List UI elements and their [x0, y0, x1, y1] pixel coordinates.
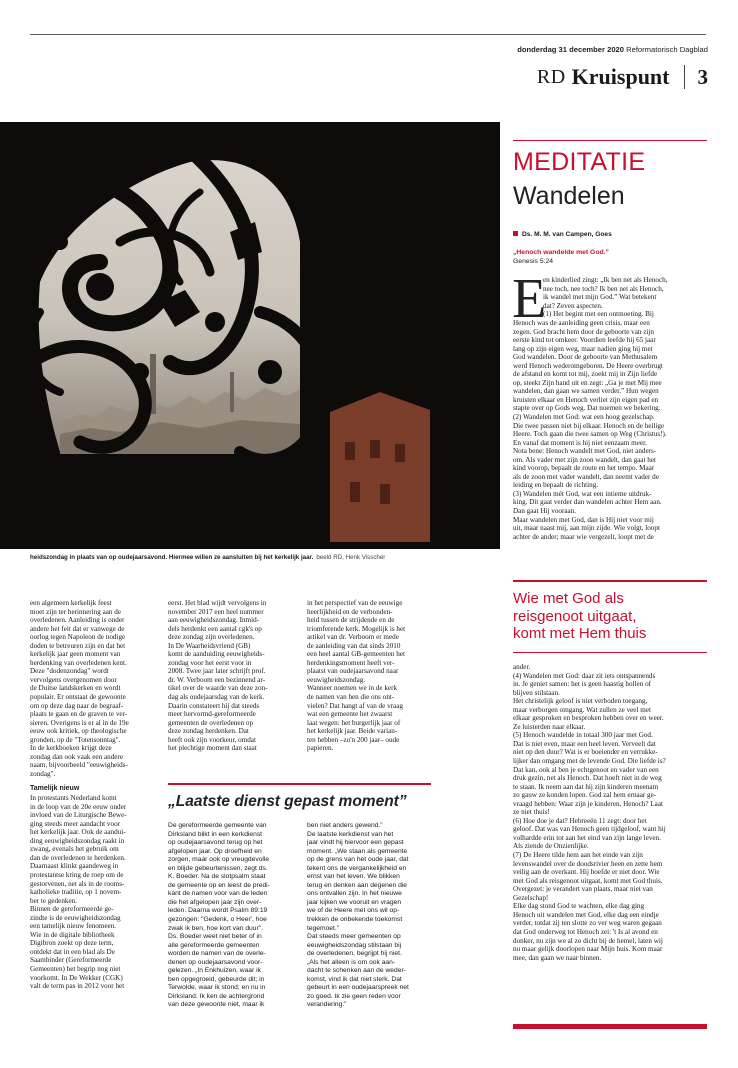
text-line: levenswandel over de doodsrivier heen en zette hem	[513, 859, 663, 868]
meditatie-end-bar	[513, 1024, 707, 1029]
text-line: op, steekt Zijn hand uit en zegt: „Ga je met Mij mee	[513, 378, 662, 387]
text-line: vraagd hebben: Waar zijn je kinderen, Henoch? Laat	[513, 799, 663, 808]
text-line: in de loop van de 20e eeuw onder	[30, 802, 127, 811]
text-line: het kerkelijk jaar. Ook de aandui-	[30, 828, 126, 837]
text-line: ander.	[513, 663, 531, 671]
text-line: kerkelijk jaar geen moment van	[30, 650, 121, 659]
photo-credit: beeld RD, Henk Visscher	[316, 554, 386, 561]
text-line: kant de namen voor van de leden	[168, 890, 268, 898]
text-line: de gemeente op en leest de predi-	[168, 881, 270, 889]
text-line: lijker dan omgang met de levende God. Die liefde is?	[513, 757, 666, 766]
text-line: deze zondag herdenken. Dat	[168, 727, 249, 736]
text-line: Binnen de gereformeerde ge-	[30, 905, 114, 914]
text-line: eerste kind tot omkeer. Voordien leefde hij 65 jaar	[513, 336, 656, 345]
text-line: heeft ook zijn voorkeur, omdat	[168, 735, 256, 744]
text-line: op oudejaarsavond terug op het	[168, 839, 263, 847]
text-line: Maar wandelen met God, dan is Hij niet voor mij	[513, 515, 654, 524]
text-line: een tamelijk nieuw fenomeen.	[30, 922, 117, 931]
text-line: Het christelijk geloof is niet verboden toegang,	[513, 697, 648, 706]
text-line: God wandelen. Door de geboorte van Methusalem	[513, 353, 658, 362]
text-line: gestorvenen, net als in de rooms-	[30, 879, 125, 888]
text-line: stapte over op Gods weg. Dat noemen we bekering.	[513, 404, 661, 413]
text-line: Henoch uit wandelen met God, elke dag een eindje	[513, 910, 659, 919]
text-line: ernst van het leven. We blikken	[307, 873, 400, 881]
text-line: een algemeen kerkelijk feest	[30, 599, 112, 607]
text-line: met God als reisgenoot uitgaat, komt met God thuis.	[513, 876, 663, 885]
meditatie-body	[513, 319, 667, 541]
text-line: katholieke traditie, op 1 novem-	[30, 888, 122, 897]
text-line: plaats te gaan en de graven te ver-	[30, 710, 128, 719]
author-marker	[513, 231, 518, 236]
text-line: ber te gedenken.	[30, 896, 77, 905]
text-line: In protestants Nederland komt	[30, 794, 117, 803]
text-line: nee toch, nee toch? Ik ben net als Henoch,	[543, 284, 664, 293]
text-line: de Duitse landskerken en wordt	[30, 684, 121, 693]
meditatie-rule	[513, 140, 707, 141]
text-line: dan de overledenen te herdenken.	[30, 853, 126, 862]
text-line: in het perspectief van de eeuwige	[307, 599, 403, 607]
text-line: leden. Daarna wordt Psalm 89:19	[168, 907, 268, 915]
caption-text: heidszondag in plaats van op oudejaarsavond. Hiermee willen ze aansluiten bij het kerkelijk jaar.	[30, 554, 314, 561]
text-line: op de grens van het oude jaar, dat	[307, 856, 409, 864]
text-line: andere het feit dat er vanwege de	[30, 624, 125, 633]
text-line: Gezelschap!	[513, 893, 549, 902]
text-line: november 2017 een heel nummer	[168, 607, 264, 616]
text-line: blijven stilstaan.	[513, 688, 560, 697]
text-line: verandering.”	[307, 1001, 347, 1009]
text-line: Die twee passen niet bij elkaar. Henoch en de heilige	[513, 421, 665, 430]
text-line: ten hebben –zo'n 200 jaar– oude	[307, 735, 400, 744]
text-line: ben niet anders gewend.”	[307, 822, 383, 829]
text-line: K. Boeder. Na de slotpsalm staat	[168, 873, 266, 881]
text-line: kind voorop, bepaalt de route en het tempo. Maar	[513, 464, 655, 473]
text-line: geloof. Dat was van Henoch geen tijdgeloof, want hij	[513, 825, 666, 834]
text-line: wat een gemeente het zwaarst	[307, 710, 393, 719]
text-line: Ds. Boeder weet niet beter of in	[168, 933, 262, 941]
text-line: trekken de onbekende toekomst	[307, 916, 403, 924]
text-line: king. Dit gaat verder dan wandelen achter Hem aan.	[513, 498, 662, 507]
text-line: Dan gaat Hij vooraan.	[513, 507, 577, 516]
text-line: eerst. Het blad wijdt vervolgens in	[168, 599, 267, 607]
text-line: dels herdenkt een aantal cgk's op	[168, 624, 262, 633]
text-line: laat wegen: het burgerlijk jaar of	[307, 718, 401, 727]
article-subhead: Tamelijk nieuw	[30, 785, 80, 793]
pullquote	[513, 590, 646, 643]
text-line: Dirksland blikt in een kerkdienst	[168, 830, 263, 838]
text-line: zegen. God bracht hem door de geboorte van zijn	[513, 327, 654, 336]
text-line: als de zoon met vader wandelt, dan neemt vader de	[513, 472, 659, 481]
text-line: gezongen: "Gedenk, o Heer', hoe	[168, 916, 267, 924]
text-line: moment. „We staan als gemeente	[307, 847, 408, 855]
article-column-2	[168, 599, 268, 753]
meditatie-title: Wandelen	[513, 182, 625, 210]
text-line: heerlijkheid en de verbonden-	[307, 607, 393, 616]
meditatie-author	[513, 231, 612, 238]
text-line: Dat steeds meer gemeenten op	[307, 933, 401, 941]
text-line: komst, vind ik dat niet sterk. Dat	[307, 975, 402, 983]
text-line: dag als oudejaarsdag van de kerk.	[168, 693, 265, 702]
text-line: zo goed. Ik zie geen reden voor	[307, 992, 401, 1000]
rd-logo: RD	[536, 65, 566, 88]
text-line: Wanneer noemen we in de kerk	[307, 684, 398, 693]
text-line: deze zondag zijn overledenen.	[168, 633, 255, 642]
text-line: verder, totdat zij ten slotte zo ver weg waren gegaan	[513, 919, 662, 928]
bible-quote	[513, 249, 609, 266]
masthead	[537, 62, 708, 92]
masthead-separator	[684, 65, 685, 89]
text-line: ik wandel met mijn God.” Wat betekent	[543, 293, 657, 302]
photo-caption	[30, 554, 500, 561]
text-line: gemeenten de overledenen op	[168, 718, 254, 727]
text-line: het kerkelijk jaar. Beide varian-	[307, 727, 398, 736]
quote-reference: Genesis 5:24	[513, 257, 554, 265]
text-line: vervolgens overgenomen door	[30, 675, 117, 684]
text-line: zo gauw ze konden lopen. God zal hem ernaar ge-	[513, 791, 657, 800]
text-line: (6) Hoe doe je dat? Hebreeën 11 zegt: door het	[513, 816, 647, 825]
text-line: dacht te schenken aan de weder-	[307, 967, 406, 975]
text-line: moet zijn ter herinnering aan de	[30, 607, 122, 616]
text-line: De laatste kerkdienst van het	[307, 830, 394, 838]
text-line: Heere. Toch gaan die twee samen op Weg (Christus!).	[513, 430, 667, 439]
text-line: gronden, op de "Totensonntag".	[30, 735, 121, 744]
box-column-2	[307, 822, 409, 1010]
text-line: zondag voor het eerst voor in	[168, 658, 252, 667]
text-line: lang op zijn eigen weg, maar nadien ging hij met	[513, 344, 653, 353]
text-line: (5) Henoch wandelde in totaal 300 jaar met God.	[513, 731, 653, 740]
text-line: Nota bene: Henoch wandelt met God, niet anders-	[513, 447, 657, 456]
paper-name: Reformatorisch Dagblad	[626, 45, 708, 54]
text-line: protestantse kring de roep om de	[30, 870, 124, 879]
text-line: ze niet thuis!	[513, 808, 550, 817]
text-line: (4) Wandelen met God: daar zit iets ontspannends	[513, 671, 656, 680]
text-line: te staan. Ik neem aan dat hij zijn kinderen meenam	[513, 782, 659, 791]
text-line: druk gezin, net als Henoch. Dat hoeft niet in de weg	[513, 774, 662, 783]
box-rule	[168, 783, 431, 785]
text-line: artikel van dr. Verboom er mede	[307, 633, 399, 642]
text-line: eeuwigheidszondag.	[307, 675, 366, 684]
text-line: Henoch was de aanleiding geen crisis, maar een	[513, 319, 650, 327]
top-rule	[30, 34, 706, 35]
text-line: zondag dan ook vaak een andere	[30, 752, 123, 761]
pullquote-bottom-rule	[513, 652, 707, 653]
text-line: Dirksland. Ik ken de achtergrond	[168, 992, 265, 1000]
text-line: we of de Heere met ons wil op-	[307, 907, 400, 915]
text-line: de overledenen, begrijpt hij niet.	[307, 950, 402, 958]
text-line: volhardde erin tot aan het eind van zijn lange leven.	[513, 833, 661, 842]
text-line: Elke dag stond God te wachten, elke dag ging	[513, 902, 645, 911]
meditatie-kicker: MEDITATIE	[513, 148, 646, 176]
text-line: herdenking van overledenen kent.	[30, 658, 127, 667]
text-line: dat God onderweg tot Henoch zei: 't Is al avond en	[513, 927, 658, 936]
text-line: Als ziende de Onzienlijke.	[513, 842, 589, 851]
drop-cap: E	[512, 268, 547, 330]
text-line: ding eeuwigheidszondag raakt in	[30, 836, 125, 845]
text-line: oorlog tegen Napoleon de nodige	[30, 633, 126, 642]
meditatie-body-continued	[513, 663, 666, 962]
text-line: Overgezet: je verandert van plaats, maar niet van	[513, 885, 653, 894]
text-line: maar verborgen omgang. Wat zullen ze veel met	[513, 705, 651, 714]
text-line: gebeurt in een oudejaarspreek net	[307, 984, 409, 992]
text-line: de namen van hen die ons ont-	[307, 693, 395, 702]
text-line: dr. W. Verboom een bezinnend ar-	[168, 675, 266, 684]
text-line: Wie in de digitale bibliotheek	[30, 930, 115, 939]
text-line: worden de namen van de overle-	[168, 950, 266, 958]
text-line: jaar kijken we vooruit en vragen	[307, 898, 402, 906]
text-line: terug en denken aan degenen die	[307, 881, 408, 889]
text-line: die het afgelopen jaar zijn over-	[168, 898, 262, 906]
text-line: ben opgegroeid, gebeurde dit; in	[168, 975, 265, 983]
box-column-1	[168, 822, 270, 1010]
text-line: „Als het alleen is om ook aan-	[307, 958, 396, 966]
text-line: meer hervormd-gereformeerde	[168, 710, 256, 719]
text-line: Saambinder (Gereformeerde	[30, 956, 112, 965]
text-line: om op deze dag naar de begraaf-	[30, 701, 124, 710]
text-line: zindte is de eeuwigheidszondag	[30, 913, 121, 922]
text-line: Gemeenten) het begrip nog niet	[30, 964, 121, 973]
text-line: eeuw ook kritiek, op theologische	[30, 727, 127, 736]
pullquote-top-rule	[513, 580, 707, 582]
text-line: zorgen, maar ook op vreugdevolle	[168, 856, 270, 864]
text-line: ons ontvallen zijn. In het nieuwe	[307, 890, 402, 898]
meditatie-intro	[543, 276, 668, 319]
text-line: leiding en bepaalt de richting.	[513, 481, 599, 490]
text-line: denen op oudejaarsavond voor-	[168, 958, 263, 966]
text-line: En vanaf dat moment is hij niet eenzaam meer.	[513, 438, 647, 447]
text-line: Digibron zoekt op deze term,	[30, 939, 114, 948]
text-line: zwang, evenals het gebruik om	[30, 845, 119, 854]
text-line: eeuwigheidszondag stilstaan bij	[307, 941, 402, 949]
photo	[0, 122, 500, 549]
text-line: tegemoet.”	[307, 924, 339, 932]
text-line: valt de term pas in 2012 voor het	[30, 982, 125, 991]
text-line: uit, maar naast mij, aan mijn zijde. Wie volgt, loopt	[513, 524, 660, 533]
text-line: tekent ons de vergankelijkheid en	[307, 864, 407, 872]
text-line: naam, bijvoorbeeld "eeuwigheids-	[30, 761, 128, 770]
text-line: In de kerkboeken krijgt deze	[30, 744, 112, 753]
text-line: veilig aan de overkant. Hij hoefde er niet door. Wie	[513, 868, 660, 877]
author-name: Ds. M. M. van Campen, Goes	[522, 231, 612, 238]
text-line: 2008. Twee jaar later schrijft prof.	[168, 667, 266, 676]
text-line: Dat kan, ook al ben je echtgenoot en vader van een	[513, 765, 659, 774]
pullquote-line: komt met Hem thuis	[513, 625, 647, 642]
text-line: In De Waarheidsvriend (GB)	[168, 641, 251, 650]
text-line: in. Je geniet samen: het is geen haastig hollen of	[513, 680, 652, 689]
box-title: „Laatste dienst gepast moment”	[168, 793, 407, 810]
text-line: plaatst van oudejaarsavond naar	[307, 667, 399, 676]
text-line: het plechtige moment dan staat	[168, 744, 257, 753]
text-line: (3) Wandelen mét God, wat een intieme uitdruk-	[513, 489, 652, 498]
text-line: doden te betreuren zijn en dat het	[30, 641, 126, 650]
text-line: alle gereformeerde gemeenten	[168, 941, 260, 949]
pullquote-line: reisgenoot uitgaat,	[513, 607, 637, 625]
text-line: gelezen. „In Enkhuizen, waar ik	[168, 967, 261, 975]
article-column-1	[30, 599, 129, 991]
text-line: om. Als vader met zijn zoon wandelt, dan gaat het	[513, 455, 656, 464]
text-line: elkaar gesproken en besproken hebben over en weer.	[513, 714, 664, 723]
text-line: jaar vindt hij hiervoor een gepast	[307, 839, 404, 847]
text-line: overledenen. Aanleiding is onder	[30, 616, 125, 625]
text-line: nu maar gelijk doorlopen naar Mijn huis. Kom maar	[513, 945, 663, 954]
text-line: (7) De Heere tilde hem aan het einde van zijn	[513, 851, 643, 860]
text-line: Deze "dodenzondag" wordt	[30, 667, 109, 676]
text-line: niet op den duur? Wat is er boeiender en verrukke-	[513, 748, 658, 757]
date: donderdag 31 december 2020	[517, 45, 624, 54]
text-line: voorkomt. In De Wekker (CGK)	[30, 973, 123, 982]
article-col1-part1	[30, 599, 129, 778]
text-line: invloed van de Liturgische Bewe-	[30, 811, 127, 820]
section-name: Kruispunt	[571, 64, 670, 89]
text-line: wandelen, dan gaan we samen verder.” Hun wegen	[513, 387, 659, 396]
text-line: zwak ik ben, hoe kort van duur".	[168, 924, 263, 932]
text-line: van deze gewoonte niet, maar ik	[168, 1001, 265, 1009]
text-line: en blijde gebeurtenissen, zegt ds.	[168, 864, 268, 872]
text-line: Daarnaast klinkt gaandeweg in	[30, 862, 119, 871]
article-column-3	[307, 599, 405, 753]
text-line: en kinderlied zingt: „Ik ben net als Henoch,	[543, 276, 668, 284]
text-line: donker, nu zijn we al zo dicht bij de hemel, laten wij	[513, 936, 663, 945]
text-line: afgelopen jaar. Op droefheid en	[168, 847, 262, 855]
text-line: Dat is niet even, maar een heel leven. Verveelt dat	[513, 739, 656, 748]
text-line: (1) Het begint met een ontmoeting. Bij	[543, 310, 654, 319]
dateline	[517, 45, 708, 54]
text-line: kruisten elkaar en Henoch verliet zijn eigen pad en	[513, 395, 659, 404]
text-line: zondag".	[30, 769, 56, 778]
text-line: vielen? Dat hangt af van de vraag	[307, 701, 403, 710]
text-line: De gereformeerde gemeente van	[168, 822, 267, 829]
page-number: 3	[697, 64, 708, 89]
text-line: werd Henoch wederomgeboren. De Heere overbrugt	[513, 361, 663, 370]
text-line: populair. Er ontstaat de gewoonte	[30, 693, 126, 702]
text-line: ging steeds meer aandacht voor	[30, 819, 121, 828]
text-line: Daarin constateert hij dat steeds	[168, 701, 260, 710]
article-col1-part2	[30, 794, 129, 991]
text-line: achter de ander; maar wie vergezelt, loopt met de	[513, 532, 654, 541]
text-line: tikel over de waarde van deze zon-	[168, 684, 268, 693]
pullquote-line: Wie met God als	[513, 590, 624, 607]
text-line: papieren.	[307, 744, 334, 753]
ornament-photo	[0, 122, 500, 549]
text-line: Ze luisterden naar elkaar.	[513, 722, 586, 731]
text-line: een heel aantal GB-gemeenten het	[307, 650, 405, 659]
text-line: de afstand en komt tot mij, zoekt mij in Zijn liefde	[513, 370, 658, 379]
text-line: mee, dan gaan we naar binnen.	[513, 953, 602, 962]
text-line: triomferende kerk. Mogelijk is het	[307, 624, 406, 633]
text-line: ontdekt dat in een blad als De	[30, 947, 115, 956]
text-line: komt de aanduiding eeuwigheids-	[168, 650, 265, 659]
quote-text: „Henoch wandelde met God.”	[513, 249, 609, 256]
text-line: dat? Zeven aspecten.	[543, 301, 603, 310]
text-line: aan eeuwigheidszondag. Inmid-	[168, 616, 260, 625]
text-line: (2) Wandelen met God: wat een hoog gezelschap.	[513, 413, 655, 422]
text-line: sieren. Overigens is er al in de 19e	[30, 718, 129, 727]
text-line: Terwolde, waar ik stond; en nu in	[168, 984, 266, 992]
text-line: herdenkingsmoment heeft ver-	[307, 658, 395, 667]
text-line: de aanleiding van dat sinds 2010	[307, 641, 401, 650]
text-line: heid tussen de strijdende en de	[307, 616, 395, 625]
